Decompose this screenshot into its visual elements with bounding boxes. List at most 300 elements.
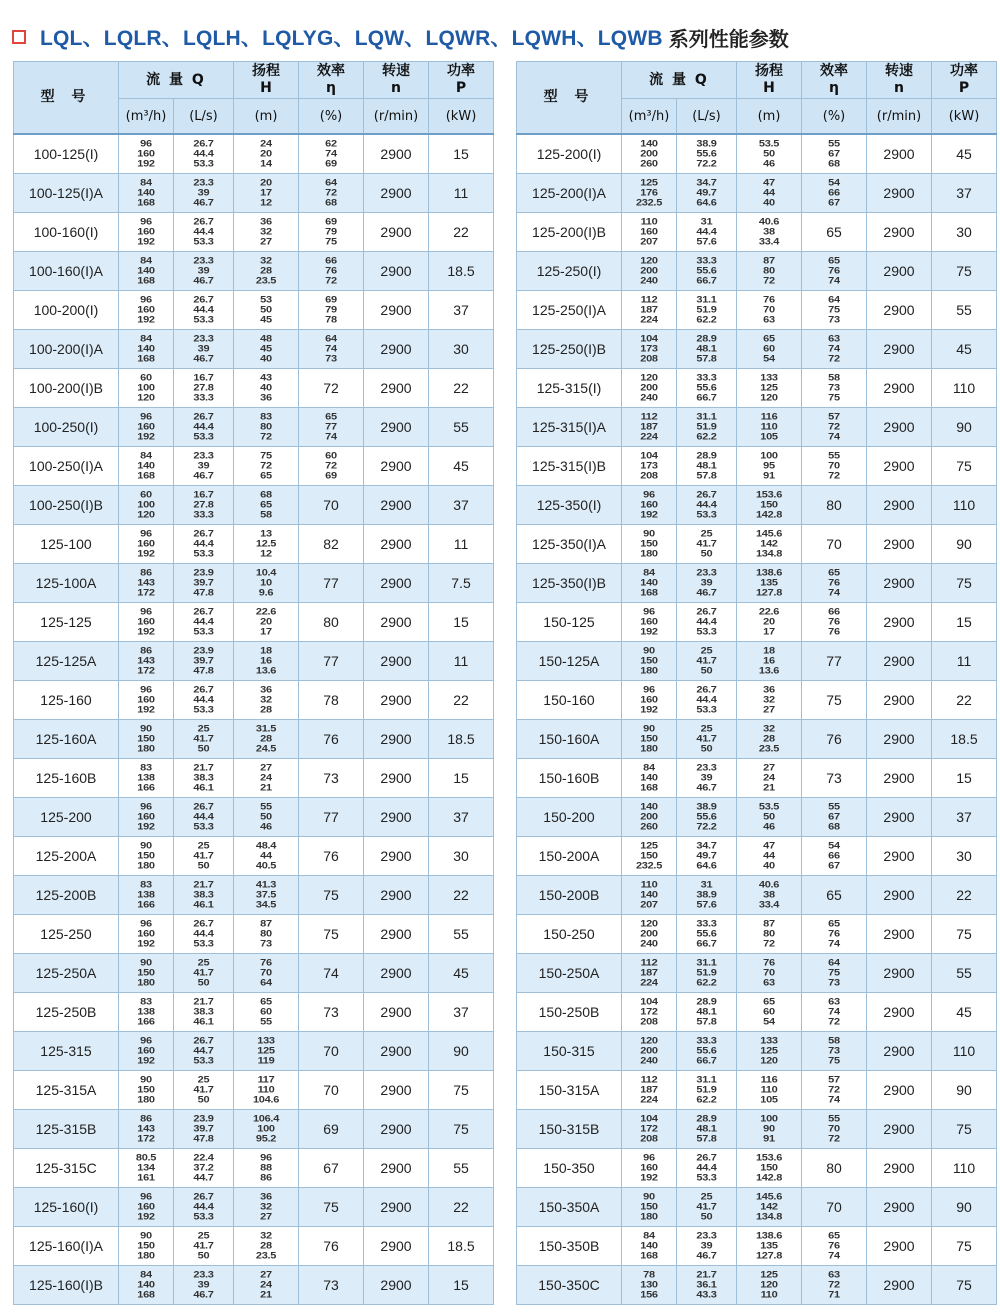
efficiency-cell-value: 69 (325, 294, 337, 305)
speed-cell: 2900 (364, 1148, 429, 1187)
flow-m3h-cell-value: 143 (137, 577, 155, 588)
flow-m3h-cell-value: 260 (640, 821, 658, 832)
flow-ls-cell-value: 26.7 (193, 801, 214, 812)
speed-cell: 2900 (364, 173, 429, 212)
flow-ls-cell-value: 57.6 (696, 236, 717, 247)
efficiency-cell (802, 446, 867, 485)
head-cell-value: 28 (260, 704, 272, 715)
efficiency-cell-value: 74 (325, 431, 337, 442)
head-cell-value: 135 (760, 577, 778, 588)
flow-m3h-cell (119, 290, 174, 329)
flow-ls-cell-value: 23.9 (193, 1113, 214, 1124)
power-cell: 15 (932, 602, 997, 641)
head-cell (737, 992, 802, 1031)
model-cell: 150-200A (517, 836, 622, 875)
flow-m3h-cell-value: 96 (140, 801, 152, 812)
flow-ls-cell (174, 563, 234, 602)
table-row (14, 992, 494, 1031)
model-cell: 125-125 (14, 602, 119, 641)
flow-ls-cell-value: 26.7 (193, 1035, 214, 1046)
head-cell-value: 36 (260, 684, 272, 695)
head-cell-value: 24 (260, 1279, 272, 1290)
flow-ls-cell-value: 57.8 (696, 353, 717, 364)
flow-ls-cell-value: 26.7 (696, 606, 717, 617)
efficiency-cell (299, 797, 364, 836)
flow-m3h-cell-value: 86 (140, 645, 152, 656)
efficiency-cell (299, 407, 364, 446)
flow-m3h-cell (622, 914, 677, 953)
flow-m3h-cell-value: 150 (640, 538, 658, 549)
flow-m3h-cell (119, 1265, 174, 1304)
efficiency-cell-value: 74 (828, 938, 840, 949)
flow-m3h-cell-value: 200 (640, 148, 658, 159)
flow-m3h-cell (119, 1109, 174, 1148)
flow-m3h-cell-value: 96 (140, 528, 152, 539)
head-cell-value: 20 (260, 177, 272, 188)
speed-cell: 2900 (867, 212, 932, 251)
speed-cell: 2900 (867, 641, 932, 680)
efficiency-cell-value: 67 (828, 197, 840, 208)
head-cell-value: 41.3 (255, 879, 277, 890)
efficiency-cell-value: 63 (828, 996, 840, 1007)
table-row (14, 953, 494, 992)
flow-ls-cell-value: 37.2 (193, 1162, 214, 1173)
head-cell-value: 87 (260, 918, 272, 929)
power-cell: 11 (429, 173, 494, 212)
head-cell-value: 54 (763, 1016, 775, 1027)
flow-m3h-cell (622, 641, 677, 680)
head-cell (234, 836, 299, 875)
efficiency-cell (299, 1070, 364, 1109)
head-cell (737, 953, 802, 992)
flow-m3h-cell (622, 563, 677, 602)
head-cell-value: 120 (760, 1279, 778, 1290)
efficiency-cell (802, 992, 867, 1031)
flow-m3h-cell-value: 192 (137, 158, 155, 169)
flow-m3h-cell-value: 134 (137, 1162, 155, 1173)
flow-ls-cell-value: 39 (197, 187, 210, 198)
head-cell-value: 70 (763, 967, 775, 978)
spec-table-left (13, 61, 494, 1305)
flow-m3h-cell (622, 251, 677, 290)
efficiency-cell-value: 58 (828, 372, 840, 383)
flow-ls-cell-value: 41.7 (696, 655, 717, 666)
head-cell-value: 14 (260, 158, 272, 169)
efficiency-cell-value: 76 (323, 730, 339, 747)
power-cell: 75 (932, 1265, 997, 1304)
table-row (517, 329, 997, 368)
table-row (517, 1187, 997, 1226)
flow-m3h-cell-value: 172 (640, 1123, 658, 1134)
flow-m3h-cell (622, 1109, 677, 1148)
model-cell: 125-200 (14, 797, 119, 836)
flow-m3h-cell-value: 110 (640, 879, 658, 890)
flow-ls-cell-value: 47.8 (193, 665, 214, 676)
header-flow-ls-unit: (L/s) (174, 99, 234, 135)
flow-m3h-cell-value: 180 (137, 1094, 155, 1105)
flow-ls-cell-value: 44.4 (193, 616, 214, 627)
flow-ls-cell-value: 50 (700, 665, 713, 676)
flow-ls-cell-value: 31.1 (696, 294, 717, 305)
head-cell-value: 117 (257, 1074, 275, 1085)
flow-ls-cell (677, 134, 737, 173)
head-cell (234, 173, 299, 212)
flow-ls-cell-value: 27.8 (193, 499, 214, 510)
head-cell-value: 24 (260, 138, 272, 149)
flow-m3h-cell-value: 187 (640, 1084, 658, 1095)
flow-m3h-cell-value: 84 (140, 450, 152, 461)
flow-ls-cell-value: 66.7 (696, 1055, 717, 1066)
power-cell: 22 (429, 875, 494, 914)
flow-ls-cell-value: 55.6 (696, 928, 717, 939)
flow-ls-cell-value: 62.2 (696, 1094, 717, 1105)
flow-m3h-cell (119, 173, 174, 212)
table-row (517, 875, 997, 914)
head-cell-value: 119 (257, 1055, 275, 1066)
flow-ls-cell-value: 44.4 (193, 304, 214, 315)
efficiency-cell-value: 58 (828, 1035, 840, 1046)
flow-m3h-cell (119, 1031, 174, 1070)
efficiency-cell-value: 74 (325, 343, 337, 354)
head-cell-value: 75 (260, 450, 272, 461)
flow-m3h-cell-value: 180 (640, 665, 658, 676)
head-cell-value: 55 (260, 1016, 272, 1027)
head-cell-value: 65 (763, 996, 775, 1007)
flow-m3h-cell-value: 84 (643, 1230, 655, 1241)
flow-ls-cell (174, 1109, 234, 1148)
flow-m3h-cell-value: 200 (640, 382, 658, 393)
efficiency-cell-value: 76 (828, 626, 840, 637)
efficiency-cell-value: 76 (325, 265, 337, 276)
efficiency-cell-value: 68 (828, 158, 840, 169)
flow-m3h-cell-value: 140 (137, 1279, 155, 1290)
head-cell (234, 602, 299, 641)
head-cell-value: 95.2 (255, 1133, 277, 1144)
efficiency-cell-value: 75 (826, 691, 842, 708)
head-cell-value: 76 (763, 294, 775, 305)
efficiency-cell-value: 79 (325, 304, 337, 315)
speed-cell: 2900 (364, 563, 429, 602)
head-cell-value: 64 (260, 977, 272, 988)
flow-ls-cell-value: 53.3 (193, 314, 214, 325)
flow-ls-cell-value: 44.4 (696, 616, 717, 627)
flow-ls-cell (677, 875, 737, 914)
head-cell-value: 87 (763, 918, 775, 929)
table-row (517, 563, 997, 602)
power-cell: 37 (429, 797, 494, 836)
flow-m3h-cell-value: 96 (140, 1191, 152, 1202)
speed-cell: 2900 (364, 485, 429, 524)
efficiency-cell (299, 329, 364, 368)
head-cell-value: 44 (763, 850, 775, 861)
flow-m3h-cell-value: 160 (137, 616, 155, 627)
flow-ls-cell-value: 53.3 (696, 1172, 717, 1183)
efficiency-cell-value: 78 (325, 314, 337, 325)
flow-ls-cell (677, 1070, 737, 1109)
head-cell-value: 138.6 (755, 567, 783, 578)
table-row (14, 641, 494, 680)
flow-ls-cell-value: 53.3 (193, 158, 214, 169)
efficiency-cell (299, 446, 364, 485)
table-row (517, 290, 997, 329)
table-row (14, 524, 494, 563)
efficiency-cell-value: 72 (325, 275, 337, 286)
header-speed: 转速 n (867, 62, 932, 99)
efficiency-cell-value: 74 (325, 148, 337, 159)
flow-ls-cell-value: 55.6 (696, 382, 717, 393)
flow-m3h-cell-value: 96 (643, 1152, 655, 1163)
speed-cell: 2900 (867, 1265, 932, 1304)
flow-ls-cell (174, 914, 234, 953)
flow-m3h-cell-value: 96 (643, 684, 655, 695)
head-cell-value: 60 (763, 343, 775, 354)
spec-table-right (516, 61, 997, 1305)
model-cell: 100-200(I)B (14, 368, 119, 407)
flow-ls-cell-value: 44.7 (193, 1045, 214, 1056)
head-cell-value: 80 (260, 421, 272, 432)
model-cell: 125-250(I)A (517, 290, 622, 329)
model-cell: 125-250 (14, 914, 119, 953)
head-cell-value: 27 (260, 1269, 272, 1280)
efficiency-cell-value: 73 (325, 353, 337, 364)
efficiency-cell (299, 173, 364, 212)
speed-cell: 2900 (867, 1109, 932, 1148)
flow-m3h-cell-value: 150 (137, 967, 155, 978)
power-cell: 30 (932, 836, 997, 875)
head-cell-value: 50 (763, 148, 775, 159)
flow-m3h-cell-value: 150 (137, 733, 155, 744)
flow-ls-cell (677, 407, 737, 446)
efficiency-cell-value: 72 (325, 187, 337, 198)
model-cell: 125-160 (14, 680, 119, 719)
model-cell: 125-350(I)B (517, 563, 622, 602)
efficiency-cell-value: 68 (828, 821, 840, 832)
flow-m3h-cell (119, 1187, 174, 1226)
model-cell: 125-100A (14, 563, 119, 602)
head-cell-value: 47 (763, 177, 775, 188)
flow-m3h-cell-value: 90 (140, 723, 152, 734)
power-cell: 30 (429, 329, 494, 368)
speed-cell: 2900 (867, 914, 932, 953)
flow-ls-cell-value: 26.7 (193, 216, 214, 227)
flow-ls-cell-value: 25 (197, 1074, 210, 1085)
flow-m3h-cell-value: 100 (137, 382, 155, 393)
head-cell-value: 53.5 (758, 138, 780, 149)
head-cell-value: 142 (760, 538, 778, 549)
head-cell-value: 96 (260, 1152, 272, 1163)
head-cell-value: 17 (260, 187, 272, 198)
flow-ls-cell-value: 41.7 (696, 1201, 717, 1212)
power-cell: 75 (429, 1070, 494, 1109)
flow-ls-cell-value: 38.3 (193, 889, 214, 900)
head-cell (737, 1226, 802, 1265)
head-cell-value: 58 (260, 509, 272, 520)
flow-m3h-cell-value: 168 (137, 1289, 155, 1300)
head-cell (737, 1070, 802, 1109)
efficiency-cell (802, 1070, 867, 1109)
head-cell-value: 22.6 (758, 606, 780, 617)
flow-m3h-cell-value: 120 (640, 1035, 658, 1046)
flow-ls-cell-value: 50 (197, 860, 210, 871)
head-cell-value: 100 (760, 450, 778, 461)
efficiency-cell-value: 80 (323, 613, 339, 630)
flow-ls-cell-value: 39 (700, 772, 713, 783)
head-cell-value: 86 (260, 1172, 272, 1183)
efficiency-cell (802, 1226, 867, 1265)
head-cell (737, 1265, 802, 1304)
flow-m3h-cell-value: 240 (640, 275, 658, 286)
flow-m3h-cell-value: 156 (640, 1289, 658, 1300)
head-cell-value: 27 (260, 762, 272, 773)
flow-ls-cell-value: 41.7 (696, 538, 717, 549)
head-cell-value: 72 (763, 938, 775, 949)
efficiency-cell (802, 173, 867, 212)
efficiency-cell-value: 70 (323, 1042, 339, 1059)
efficiency-cell-value: 78 (323, 691, 339, 708)
head-cell-value: 32 (260, 255, 272, 266)
head-cell-value: 21 (260, 1289, 272, 1300)
flow-m3h-cell-value: 208 (640, 353, 658, 364)
head-cell-value: 65 (260, 996, 272, 1007)
head-cell-value: 40 (763, 860, 775, 871)
efficiency-cell (802, 641, 867, 680)
model-cell: 125-315A (14, 1070, 119, 1109)
power-cell: 22 (932, 680, 997, 719)
flow-m3h-cell-value: 161 (137, 1172, 155, 1183)
head-cell-value: 47 (763, 840, 775, 851)
head-cell-value: 110 (760, 421, 778, 432)
table-row (517, 485, 997, 524)
efficiency-cell-value: 76 (826, 730, 842, 747)
speed-cell: 2900 (364, 407, 429, 446)
flow-ls-cell-value: 51.9 (696, 1084, 717, 1095)
power-cell: 22 (429, 1187, 494, 1226)
table-row (517, 446, 997, 485)
flow-m3h-cell-value: 166 (137, 1016, 155, 1027)
model-cell: 100-200(I) (14, 290, 119, 329)
flow-ls-cell-value: 57.8 (696, 1133, 717, 1144)
flow-m3h-cell (119, 485, 174, 524)
model-cell: 150-350B (517, 1226, 622, 1265)
flow-ls-cell-value: 31 (700, 879, 713, 890)
head-cell-value: 53 (260, 294, 272, 305)
head-cell-value: 133 (760, 372, 778, 383)
flow-ls-cell (174, 836, 234, 875)
efficiency-cell-value: 66 (828, 187, 840, 198)
efficiency-cell-value: 72 (828, 1016, 840, 1027)
flow-m3h-cell-value: 138 (137, 1006, 155, 1017)
flow-m3h-cell-value: 84 (140, 1269, 152, 1280)
flow-ls-cell (174, 992, 234, 1031)
efficiency-cell-value: 65 (826, 886, 842, 903)
power-cell: 55 (932, 953, 997, 992)
flow-ls-cell (174, 758, 234, 797)
speed-cell: 2900 (364, 1265, 429, 1304)
flow-ls-cell-value: 41.7 (193, 1240, 214, 1251)
flow-m3h-cell-value: 173 (640, 343, 658, 354)
flow-m3h-cell (622, 173, 677, 212)
flow-m3h-cell (119, 407, 174, 446)
flow-m3h-cell-value: 260 (640, 158, 658, 169)
header-flow-m3h-unit: (m³/h) (119, 99, 174, 135)
efficiency-cell (802, 1148, 867, 1187)
head-cell-value: 21 (763, 782, 775, 793)
head-cell-value: 13.6 (255, 665, 277, 676)
head-cell-value: 36 (763, 684, 775, 695)
table-row (517, 212, 997, 251)
flow-ls-cell (677, 797, 737, 836)
power-cell: 75 (932, 563, 997, 602)
efficiency-cell-value: 73 (323, 769, 339, 786)
flow-m3h-cell-value: 173 (640, 460, 658, 471)
flow-ls-cell-value: 21.7 (696, 1269, 717, 1280)
efficiency-cell (802, 602, 867, 641)
efficiency-cell (299, 875, 364, 914)
head-cell (737, 173, 802, 212)
flow-m3h-cell-value: 140 (640, 889, 658, 900)
flow-m3h-cell-value: 207 (640, 899, 658, 910)
head-cell (737, 602, 802, 641)
power-cell: 37 (932, 797, 997, 836)
speed-cell: 2900 (867, 719, 932, 758)
flow-m3h-cell-value: 140 (640, 772, 658, 783)
power-cell: 11 (429, 524, 494, 563)
flow-m3h-cell-value: 150 (640, 655, 658, 666)
head-cell-value: 100 (760, 1113, 778, 1124)
flow-ls-cell-value: 50 (700, 743, 713, 754)
efficiency-cell (299, 1148, 364, 1187)
flow-m3h-cell-value: 180 (137, 860, 155, 871)
head-cell-value: 105 (760, 1094, 778, 1105)
flow-ls-cell-value: 53.3 (696, 626, 717, 637)
power-cell: 90 (932, 407, 997, 446)
flow-ls-cell-value: 16.7 (193, 372, 214, 383)
head-cell-value: 63 (763, 977, 775, 988)
flow-m3h-cell (119, 368, 174, 407)
speed-cell: 2900 (364, 602, 429, 641)
power-cell: 45 (932, 329, 997, 368)
flow-m3h-cell (622, 953, 677, 992)
flow-m3h-cell-value: 104 (640, 333, 658, 344)
flow-ls-cell-value: 50 (197, 1094, 210, 1105)
flow-m3h-cell (119, 836, 174, 875)
flow-m3h-cell-value: 192 (137, 431, 155, 442)
model-cell: 125-250(I)B (517, 329, 622, 368)
model-cell: 125-350(I)A (517, 524, 622, 563)
head-cell-value: 38 (763, 226, 775, 237)
flow-ls-cell-value: 26.7 (193, 528, 214, 539)
flow-ls-cell (677, 953, 737, 992)
flow-ls-cell (677, 836, 737, 875)
table-row (517, 680, 997, 719)
efficiency-cell-value: 67 (323, 1159, 339, 1176)
speed-cell: 2900 (867, 407, 932, 446)
flow-m3h-cell-value: 187 (640, 967, 658, 978)
speed-cell: 2900 (867, 251, 932, 290)
head-cell-value: 32 (260, 226, 272, 237)
head-cell (234, 641, 299, 680)
head-cell-value: 133 (257, 1035, 275, 1046)
head-cell-value: 28 (260, 733, 272, 744)
efficiency-cell-value: 65 (828, 1230, 840, 1241)
flow-ls-cell-value: 38.3 (193, 1006, 214, 1017)
speed-cell: 2900 (364, 641, 429, 680)
efficiency-cell (299, 524, 364, 563)
efficiency-cell (802, 563, 867, 602)
efficiency-cell-value: 75 (828, 1055, 840, 1066)
flow-ls-cell (174, 1187, 234, 1226)
flow-ls-cell-value: 26.7 (193, 138, 214, 149)
